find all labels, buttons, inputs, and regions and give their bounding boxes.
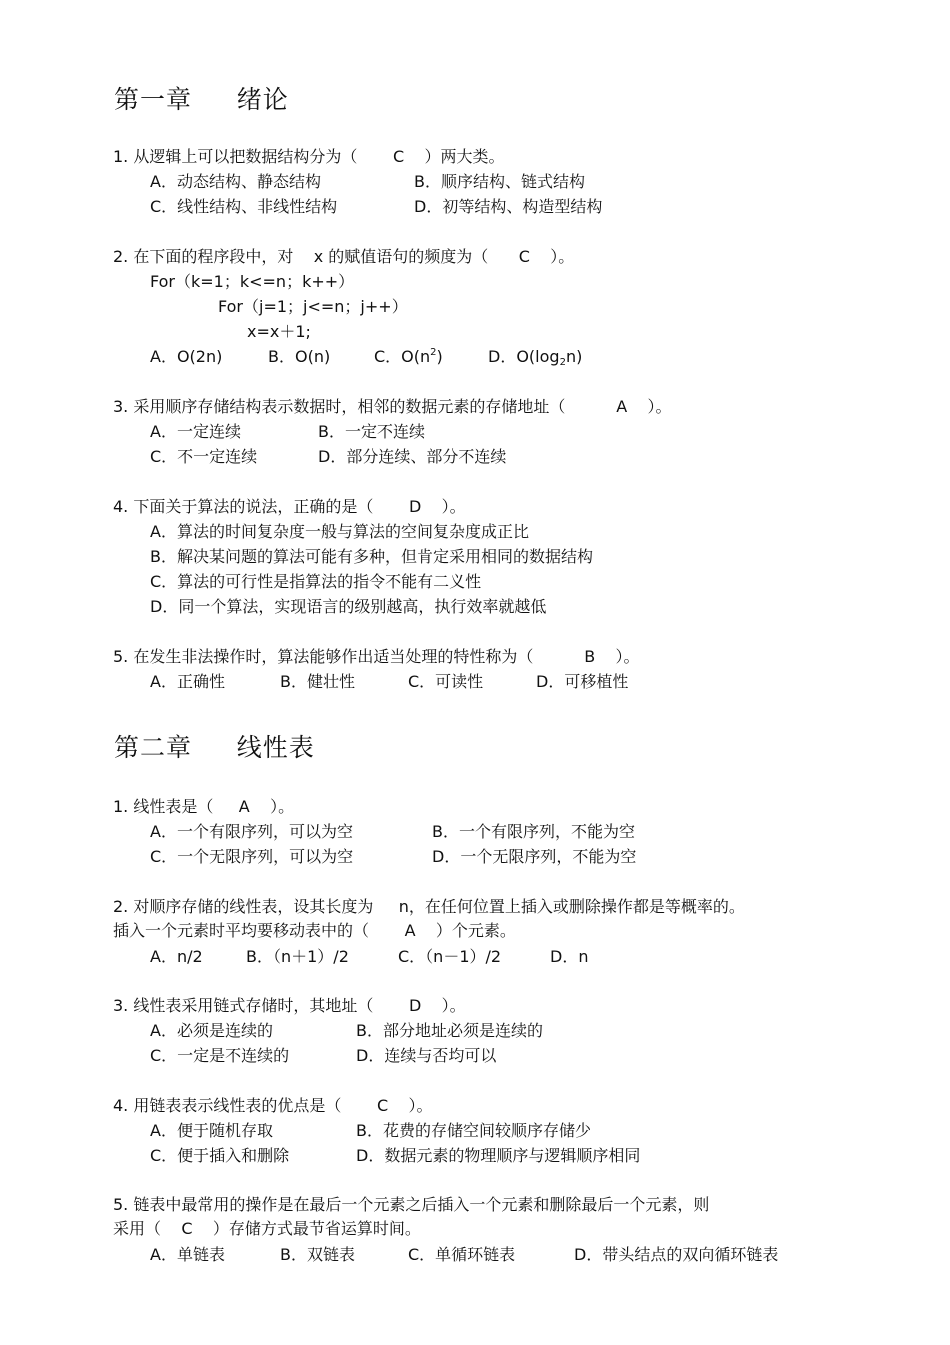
option: D．带头结点的双向循环链表 xyxy=(574,1245,779,1264)
option-text: ) xyxy=(436,347,443,366)
option: C．单循环链表 xyxy=(408,1245,516,1264)
question-stem: 5. 在发生非法操作时，算法能够作出适当处理的特性称为（ B ）。 xyxy=(113,647,640,666)
question-stem: 3. 线性表采用链式存储时，其地址（ D ）。 xyxy=(113,996,466,1015)
option: C．可读性 xyxy=(408,672,484,691)
question-stem: 5. 链表中最常用的操作是在最后一个元素之后插入一个元素和删除最后一个元素，则 xyxy=(113,1195,710,1214)
option: B．花费的存储空间较顺序存储少 xyxy=(356,1121,591,1140)
option: C．便于插入和删除 xyxy=(150,1146,290,1165)
option-text: C．O(n xyxy=(374,347,431,366)
question-stem: 1. 从逻辑上可以把数据结构分为（ C ）两大类。 xyxy=(113,147,505,166)
option: B．一个有限序列，不能为空 xyxy=(432,822,635,841)
option: D．一个无限序列，不能为空 xyxy=(432,847,637,866)
question-stem: 2. 在下面的程序段中，对 x 的赋值语句的频度为（ C ）。 xyxy=(113,247,575,266)
code-line: x=x＋1; xyxy=(247,322,311,341)
question-stem: 3. 采用顺序存储结构表示数据时，相邻的数据元素的存储地址（ A ）。 xyxy=(113,397,672,416)
option: C．一定是不连续的 xyxy=(150,1046,290,1065)
option: B．双链表 xyxy=(280,1245,355,1264)
option: A．便于随机存取 xyxy=(150,1121,273,1140)
option: B．（n＋1）/2 xyxy=(246,947,349,966)
option: A．单链表 xyxy=(150,1245,225,1264)
chapter-title: 第二章 线性表 xyxy=(114,733,315,762)
chapter-title: 第一章 绪论 xyxy=(114,85,289,114)
option: B．部分地址必须是连续的 xyxy=(356,1021,543,1040)
option xyxy=(488,347,582,367)
option: A．正确性 xyxy=(150,672,225,691)
option: A．必须是连续的 xyxy=(150,1021,273,1040)
question-stem: 2. 对顺序存储的线性表，设其长度为 n，在任何位置上插入或删除操作都是等概率的。 xyxy=(113,897,745,916)
option: A．算法的时间复杂度一般与算法的空间复杂度成正比 xyxy=(150,522,529,541)
option: C．不一定连续 xyxy=(150,447,258,466)
option: D．初等结构、构造型结构 xyxy=(414,197,603,216)
option: C．算法的可行性是指算法的指令不能有二义性 xyxy=(150,572,482,591)
option: B．解决某问题的算法可能有多种，但肯定采用相同的数据结构 xyxy=(150,547,593,566)
code-line: For（k=1；k<=n；k++） xyxy=(150,272,355,291)
option: A．O(2n) xyxy=(150,347,223,366)
question-stem: 4. 下面关于算法的说法，正确的是（ D ）。 xyxy=(113,497,466,516)
option: B．顺序结构、链式结构 xyxy=(414,172,585,191)
option: A．n/2 xyxy=(150,947,203,966)
option: C．（n－1）/2 xyxy=(398,947,502,966)
question-stem: 插入一个元素时平均要移动表中的（ A ）个元素。 xyxy=(113,921,516,940)
option: D．同一个算法，实现语言的级别越高，执行效率就越低 xyxy=(150,597,547,616)
option: D．数据元素的物理顺序与逻辑顺序相同 xyxy=(356,1146,641,1165)
question-stem: 4. 用链表表示线性表的优点是（ C ）。 xyxy=(113,1096,433,1115)
option: D．部分连续、部分不连续 xyxy=(318,447,507,466)
option: A．一定连续 xyxy=(150,422,241,441)
code-line: For（j=1；j<=n；j++） xyxy=(218,297,408,316)
option-text: n) xyxy=(565,347,583,366)
option-text: D．O(log xyxy=(488,347,560,366)
option: D．n xyxy=(550,947,589,966)
option: D．连续与否均可以 xyxy=(356,1046,497,1065)
option: C．线性结构、非线性结构 xyxy=(150,197,338,216)
option: B．O(n) xyxy=(268,347,331,366)
option: B．一定不连续 xyxy=(318,422,425,441)
subscript: 2 xyxy=(559,357,566,368)
option: A．一个有限序列，可以为空 xyxy=(150,822,353,841)
exponent: 2 xyxy=(430,347,437,358)
option: C．一个无限序列，可以为空 xyxy=(150,847,354,866)
option: D．可移植性 xyxy=(536,672,629,691)
option: A．动态结构、静态结构 xyxy=(150,172,321,191)
question-stem: 采用（ C ）存储方式最节省运算时间。 xyxy=(113,1219,421,1238)
option xyxy=(374,347,443,367)
option: B．健壮性 xyxy=(280,672,355,691)
question-stem: 1. 线性表是（ A ）。 xyxy=(113,797,295,816)
